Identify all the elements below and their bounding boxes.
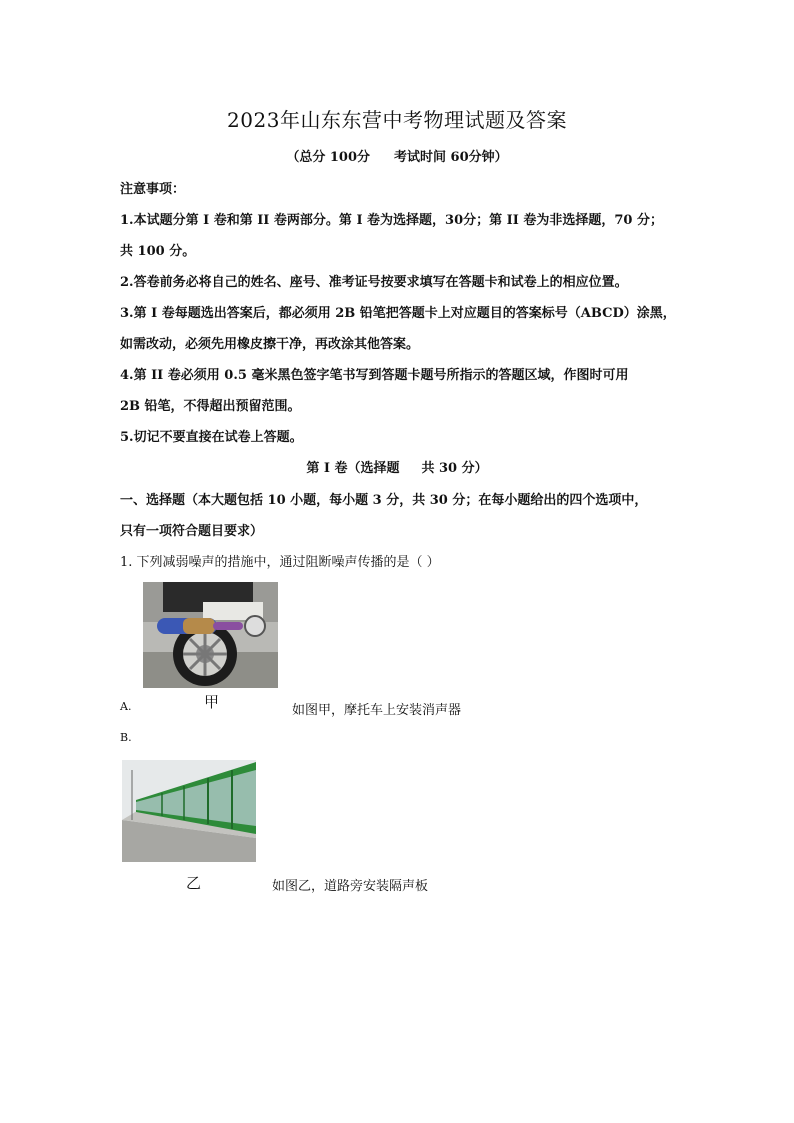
option-b-letter: B. xyxy=(120,731,132,744)
note-line-6: 4.第 II 卷必须用 0.5 毫米黑色签字笔书写到答题卡题号所指示的答题区域，作图时可用 xyxy=(120,368,629,383)
noise-barrier-drawing xyxy=(122,760,256,862)
motorcycle-muffler-image xyxy=(143,582,278,688)
figure-b-caption: 乙 xyxy=(186,874,202,892)
total-score: （总分 100分 xyxy=(286,150,371,165)
question-1-stem: 1. 下列减弱噪声的措施中，通过阻断噪声传播的是（ ） xyxy=(120,555,440,570)
note-line-5: 如需改动，必须先用橡皮擦干净，再改涂其他答案。 xyxy=(120,337,420,352)
note-line-7: 2B 铅笔，不得超出预留范围。 xyxy=(120,399,301,414)
note-line-4: 3.第 I 卷每题选出答案后，都必须用 2B 铅笔把答题卡上对应题目的答案标号（ABCD）涂黑， xyxy=(120,306,676,321)
part-one-heading-2: 只有一项符合题目要求） xyxy=(120,524,264,539)
exam-info xyxy=(0,146,794,165)
page-title: 2023年山东东营中考物理试题及答案 xyxy=(227,108,567,132)
note-line-3: 2.答卷前务必将自己的姓名、座号、准考证号按要求填写在答题卡和试卷上的相应位置。 xyxy=(120,275,628,290)
figure-a-caption: 甲 xyxy=(204,693,220,711)
notes-heading: 注意事项： xyxy=(120,182,186,197)
section-title: 第 I 卷（选择题 共 30 分） xyxy=(306,461,488,476)
motorcycle-muffler-drawing xyxy=(143,582,278,688)
noise-barrier-image xyxy=(122,760,256,862)
option-a-letter: A. xyxy=(120,700,132,713)
option-a-text: 如图甲，摩托车上安装消声器 xyxy=(292,703,462,718)
part-one-heading-1: 一、选择题（本大题包括 10 小题，每小题 3 分，共 30 分；在每小题给出的四个选项中， xyxy=(120,493,648,508)
option-b-text: 如图乙，道路旁安装隔声板 xyxy=(272,879,429,894)
note-line-1: 1.本试题分第 I 卷和第 II 卷两部分。第 I 卷为选择题，30分；第 II 卷为非选择题，70 分； xyxy=(120,213,663,228)
note-line-2: 共 100 分。 xyxy=(120,244,196,259)
exam-time: 考试时间 60分钟） xyxy=(394,150,508,165)
note-line-8: 5.切记不要直接在试卷上答题。 xyxy=(120,430,303,445)
